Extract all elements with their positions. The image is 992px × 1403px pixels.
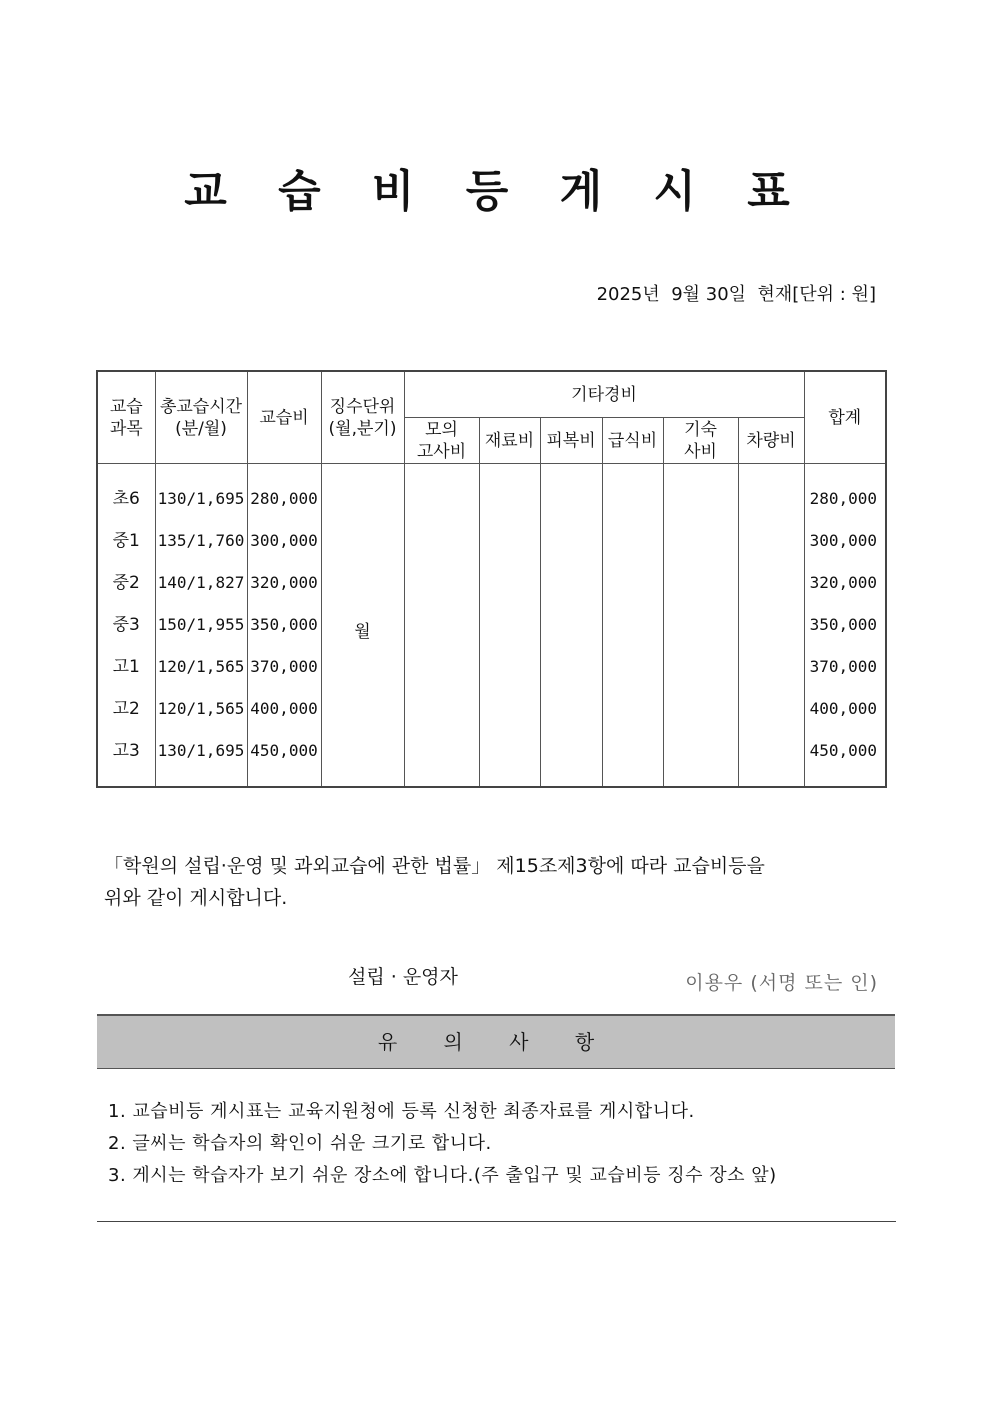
table-row bbox=[97, 604, 886, 646]
header-materials: 재료비 bbox=[479, 418, 540, 464]
fee-table bbox=[96, 370, 887, 788]
cell-hours: 120/1,565 bbox=[155, 646, 247, 688]
table-row bbox=[97, 464, 886, 521]
cell-subject: 고1 bbox=[97, 646, 155, 688]
cell-tuition: 400,000 bbox=[247, 688, 321, 730]
cell-hours: 130/1,695 bbox=[155, 464, 247, 521]
cell-total: 320,000 bbox=[804, 562, 886, 604]
cell-collection-unit: 월 bbox=[321, 464, 404, 788]
date-unit-line: 2025년 9월 30일 현재[단위 : 원] bbox=[596, 284, 876, 305]
cell-subject: 초6 bbox=[97, 464, 155, 521]
cell-tuition: 370,000 bbox=[247, 646, 321, 688]
header-collection-unit: 징수단위 (월,분기) bbox=[321, 371, 404, 464]
cell-tuition: 450,000 bbox=[247, 730, 321, 787]
cell-tuition: 320,000 bbox=[247, 562, 321, 604]
bottom-divider bbox=[97, 1221, 896, 1222]
caution-header: 유 의 사 항 bbox=[97, 1014, 895, 1069]
cell-total: 280,000 bbox=[804, 464, 886, 521]
header-meals: 급식비 bbox=[602, 418, 663, 464]
table-row bbox=[97, 562, 886, 604]
cell-total: 350,000 bbox=[804, 604, 886, 646]
cell-tuition: 300,000 bbox=[247, 520, 321, 562]
cell-hours: 130/1,695 bbox=[155, 730, 247, 787]
page-title: 교 습 비 등 게 시 표 bbox=[184, 166, 808, 217]
header-tuition: 교습비 bbox=[247, 371, 321, 464]
list-item: 3. 게시는 학습자가 보기 쉬운 장소에 합니다.(주 출입구 및 교습비등 징수 장소 앞) bbox=[108, 1165, 777, 1186]
header-subject: 교습 과목 bbox=[97, 371, 155, 464]
legal-notice bbox=[104, 850, 864, 914]
cell-tuition: 350,000 bbox=[247, 604, 321, 646]
cell-hours: 150/1,955 bbox=[155, 604, 247, 646]
cell-hours: 135/1,760 bbox=[155, 520, 247, 562]
legal-notice-line-1: 「학원의 설립·운영 및 과외교습에 관한 법률」 제15조제3항에 따라 교습비등을 bbox=[104, 855, 765, 877]
cell-total: 300,000 bbox=[804, 520, 886, 562]
cell-total: 370,000 bbox=[804, 646, 886, 688]
table-row bbox=[97, 730, 886, 787]
table-row bbox=[97, 688, 886, 730]
cell-subject: 고3 bbox=[97, 730, 155, 787]
signature-field: 이용우 (서명 또는 인) bbox=[685, 972, 878, 994]
table-row bbox=[97, 646, 886, 688]
cell-subject: 고2 bbox=[97, 688, 155, 730]
table-row bbox=[97, 520, 886, 562]
cell-hours: 120/1,565 bbox=[155, 688, 247, 730]
cell-subject: 중3 bbox=[97, 604, 155, 646]
legal-notice-line-2: 위와 같이 게시합니다. bbox=[104, 887, 288, 909]
list-item: 2. 글씨는 학습자의 확인이 쉬운 크기로 합니다. bbox=[108, 1133, 492, 1154]
header-other-expenses: 기타경비 bbox=[404, 371, 804, 418]
cell-tuition: 280,000 bbox=[247, 464, 321, 521]
header-dormitory: 기숙 사비 bbox=[663, 418, 738, 464]
caution-list bbox=[108, 1096, 777, 1192]
founder-label: 설립 · 운영자 bbox=[348, 966, 458, 988]
header-vehicle: 차량비 bbox=[738, 418, 804, 464]
cell-total: 450,000 bbox=[804, 730, 886, 787]
cell-subject: 중2 bbox=[97, 562, 155, 604]
list-item: 1. 교습비등 게시표는 교육지원청에 등록 신청한 최종자료를 게시합니다. bbox=[108, 1101, 695, 1122]
header-mock-exam: 모의 고사비 bbox=[404, 418, 479, 464]
cell-total: 400,000 bbox=[804, 688, 886, 730]
header-sum: 합계 bbox=[804, 371, 886, 464]
header-uniform: 피복비 bbox=[540, 418, 602, 464]
header-total-hours: 총교습시간 (분/월) bbox=[155, 371, 247, 464]
cell-hours: 140/1,827 bbox=[155, 562, 247, 604]
cell-subject: 중1 bbox=[97, 520, 155, 562]
